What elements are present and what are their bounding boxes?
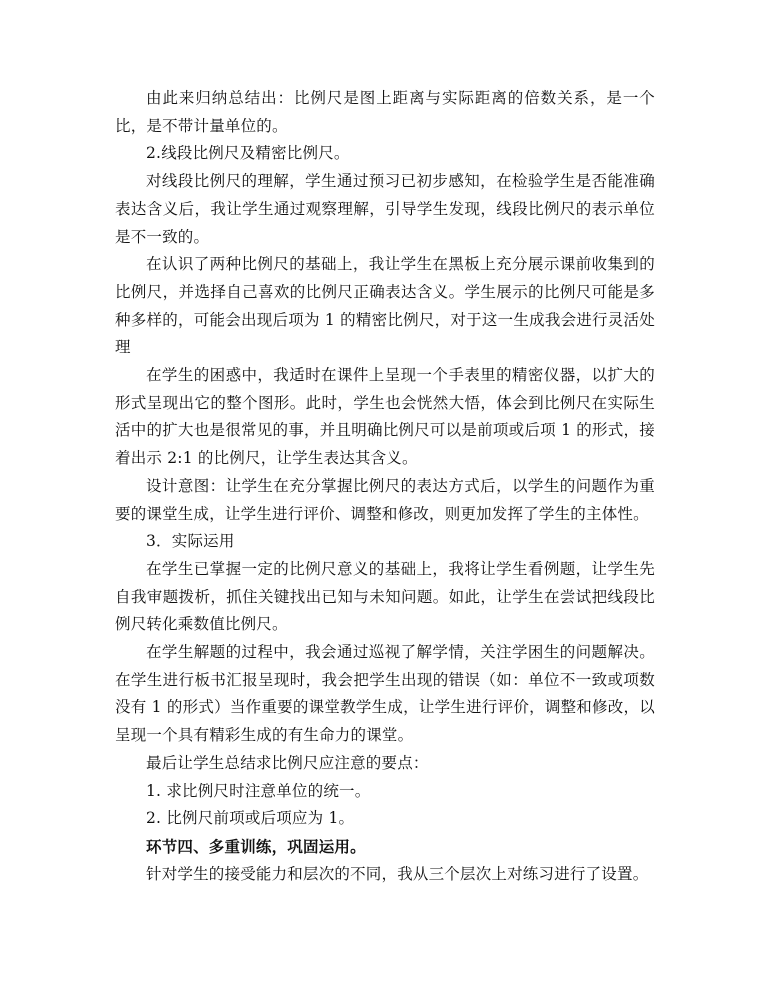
heading-practical-application: 3．实际运用 [146, 532, 235, 551]
paragraph-exercise-levels: 针对学生的接受能力和层次的不同，我从三个层次上对练习进行了设置。 [146, 864, 649, 883]
paragraph-problem-solving: 在学生解题的过程中，我会通过巡视了解学情，关注学困生的问题解决。在学生进行板书汇报呈现时，我会把学生出现的错误（如：单位不一致或项数没有 1 的形式）当作重要的课堂教学生成，让学生进行评价，调整和修改，以呈现一个具有精彩生成的有生命力的课堂。 [115, 643, 655, 745]
paragraph-scale-display: 在认识了两种比例尺的基础上，我让学生在黑板上充分展示课前收集到的比例尺，并选择自己喜欢的比例尺正确表达含义。学生展示的比例尺可能是多种多样的，可能会出现后项为 1 的精密比例尺，对于这一生成我会进行灵活处理 [115, 255, 655, 357]
heading-segment-scale: 2.线段比例尺及精密比例尺。 [146, 144, 350, 163]
paragraph-segment-scale-understanding: 对线段比例尺的理解，学生通过预习已初步感知，在检验学生是否能准确表达含义后，我让学生通过观察理解，引导学生发现，线段比例尺的表示单位是不一致的。 [115, 172, 655, 246]
paragraph-scale-definition: 由此来归纳总结出：比例尺是图上距离与实际距离的倍数关系，是一个比，是不带计量单位的。 [115, 89, 655, 135]
paragraph-summary-intro: 最后让学生总结求比例尺应注意的要点： [146, 753, 429, 772]
paragraph-design-intent: 设计意图：让学生在充分掌握比例尺的表达方式后，以学生的问题作为重要的课堂生成，让学生进行评价、调整和修改，则更加发挥了学生的主体性。 [115, 476, 655, 523]
section-heading-stage-four: 环节四、多重训练，巩固运用。 [146, 836, 366, 856]
list-item-unit-consistency: 1. 求比例尺时注意单位的统一。 [146, 781, 371, 800]
paragraph-precision-instrument: 在学生的困惑中，我适时在课件上呈现一个手表里的精密仪器，以扩大的形式呈现出它的整个图形。此时，学生也会恍然大悟，体会到比例尺在实际生活中的扩大也是很常见的事，并且明确比例尺可以是前项或后项 1 的形式，接着出示 2:1 的比例尺，让学生表达其含义。 [115, 366, 655, 468]
list-item-term-one: 2. 比例尺前项或后项应为 1。 [146, 809, 355, 828]
paragraph-example-problem: 在学生已掌握一定的比例尺意义的基础上，我将让学生看例题，让学生先自我审题拨析，抓住关键找出已知与未知问题。如此，让学生在尝试把线段比例尺转化乘数值比例尺。 [115, 559, 655, 634]
